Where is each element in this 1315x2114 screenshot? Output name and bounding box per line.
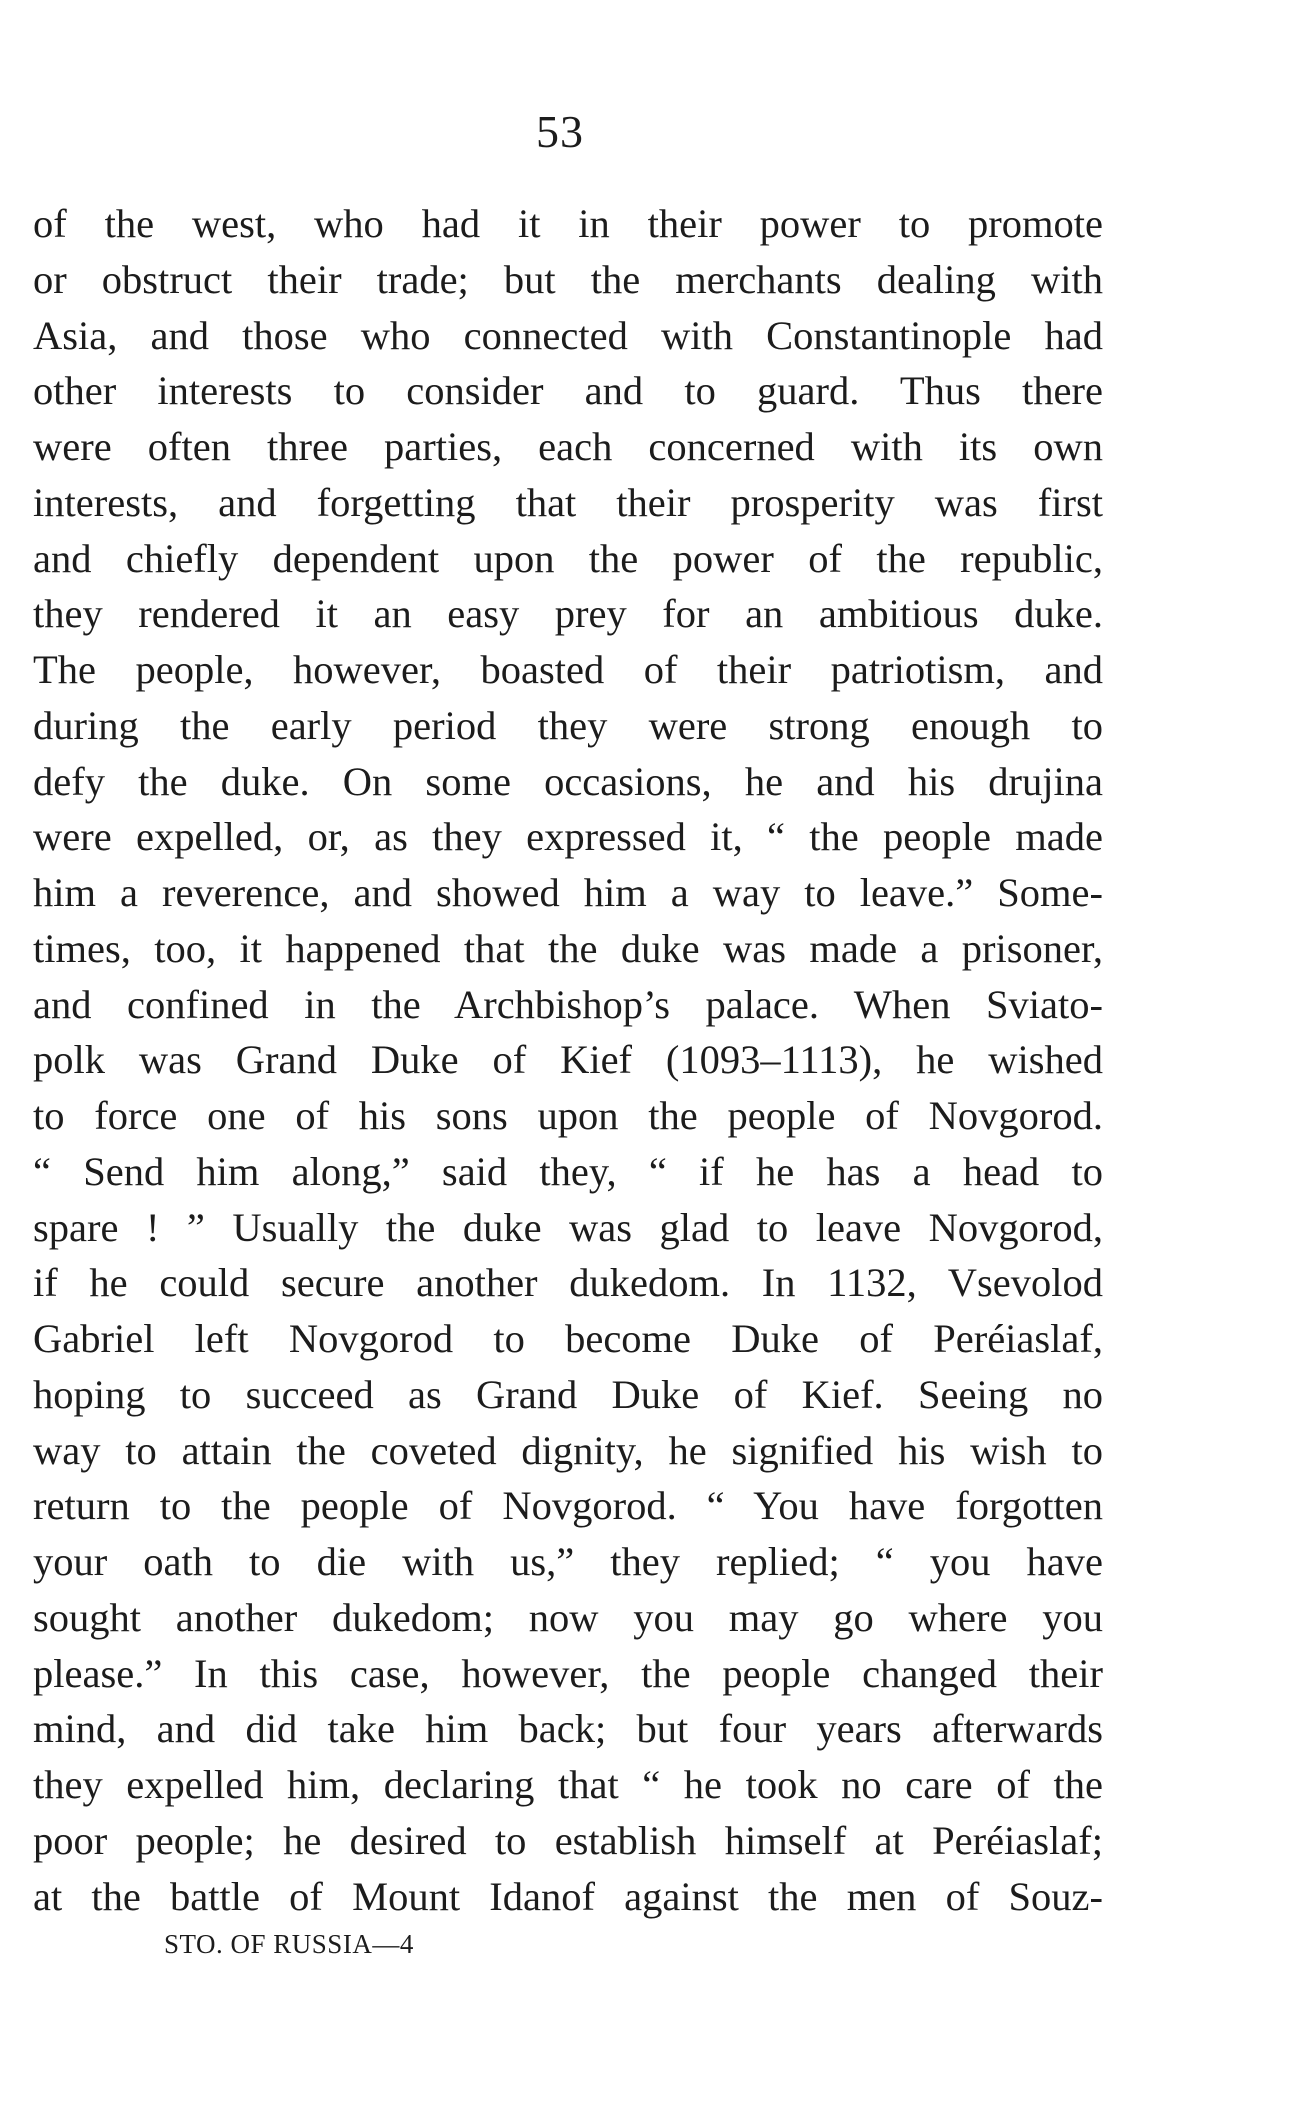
text-line-12: were expelled, or, as they expressed it, “ the people made <box>33 814 1103 860</box>
text-line-25: your oath to die with us,” they replied; “ you have <box>33 1539 1103 1584</box>
text-line-29: they expelled him, declaring that “ he took no care of the <box>33 1762 1103 1807</box>
text-line-6: interests, and forgetting that their prosperity was first <box>33 479 1103 525</box>
text-line-10: during the early period they were strong enough to <box>33 702 1103 748</box>
text-line-21: Gabriel left Novgorod to become Duke of Peréiaslaf, <box>33 1316 1103 1361</box>
text-line-13: him a reverence, and showed him a way to leave.” Some- <box>33 870 1103 915</box>
text-line-9: The people, however, boasted of their patriotism, and <box>33 647 1103 692</box>
text-line-3: Asia, and those who connected with Constantinople had <box>33 312 1103 358</box>
text-line-8: they rendered it an easy prey for an ambitious duke. <box>33 591 1103 637</box>
text-line-14: times, too, it happened that the duke was made a prisoner, <box>33 925 1103 971</box>
text-line-20: if he could secure another dukedom. In 1132, Vsevolod <box>33 1260 1103 1306</box>
text-line-28: mind, and did take him back; but four years afterwards <box>33 1706 1103 1752</box>
signature-mark: STO. OF RUSSIA—4 <box>164 1929 414 1959</box>
text-line-16: polk was Grand Duke of Kief (1093–1113), he wished <box>33 1037 1103 1083</box>
text-line-17: to force one of his sons upon the people of Novgorod. <box>33 1093 1103 1138</box>
text-line-1: of the west, who had it in their power to promote <box>33 201 1103 246</box>
text-line-5: were often three parties, each concerned with its own <box>33 424 1103 469</box>
text-line-26: sought another dukedom; now you may go where you <box>33 1594 1103 1640</box>
text-line-15: and confined in the Archbishop’s palace. When Sviato- <box>33 981 1103 1027</box>
text-line-24: return to the people of Novgorod. “ You have forgotten <box>33 1483 1103 1529</box>
text-line-22: hoping to succeed as Grand Duke of Kief. Seeing no <box>33 1371 1103 1417</box>
text-line-23: way to attain the coveted dignity, he signified his wish to <box>33 1427 1103 1473</box>
text-line-31: at the battle of Mount Idanof against the men of Souz- <box>33 1873 1103 1919</box>
text-line-19: spare ! ” Usually the duke was glad to leave Novgorod, <box>33 1204 1103 1250</box>
text-line-2: or obstruct their trade; but the merchants dealing with <box>33 256 1103 302</box>
body-text <box>33 196 1103 1924</box>
text-line-18: “ Send him along,” said they, “ if he has a head to <box>33 1148 1103 1194</box>
text-line-30: poor people; he desired to establish himself at Peréiaslaf; <box>33 1817 1103 1863</box>
page-number: 53 <box>536 106 584 157</box>
text-line-4: other interests to consider and to guard. Thus there <box>33 368 1103 414</box>
text-line-11: defy the duke. On some occasions, he and his drujina <box>33 758 1103 804</box>
text-line-27: please.” In this case, however, the people changed their <box>33 1650 1103 1696</box>
text-line-7: and chiefly dependent upon the power of the republic, <box>33 535 1103 581</box>
